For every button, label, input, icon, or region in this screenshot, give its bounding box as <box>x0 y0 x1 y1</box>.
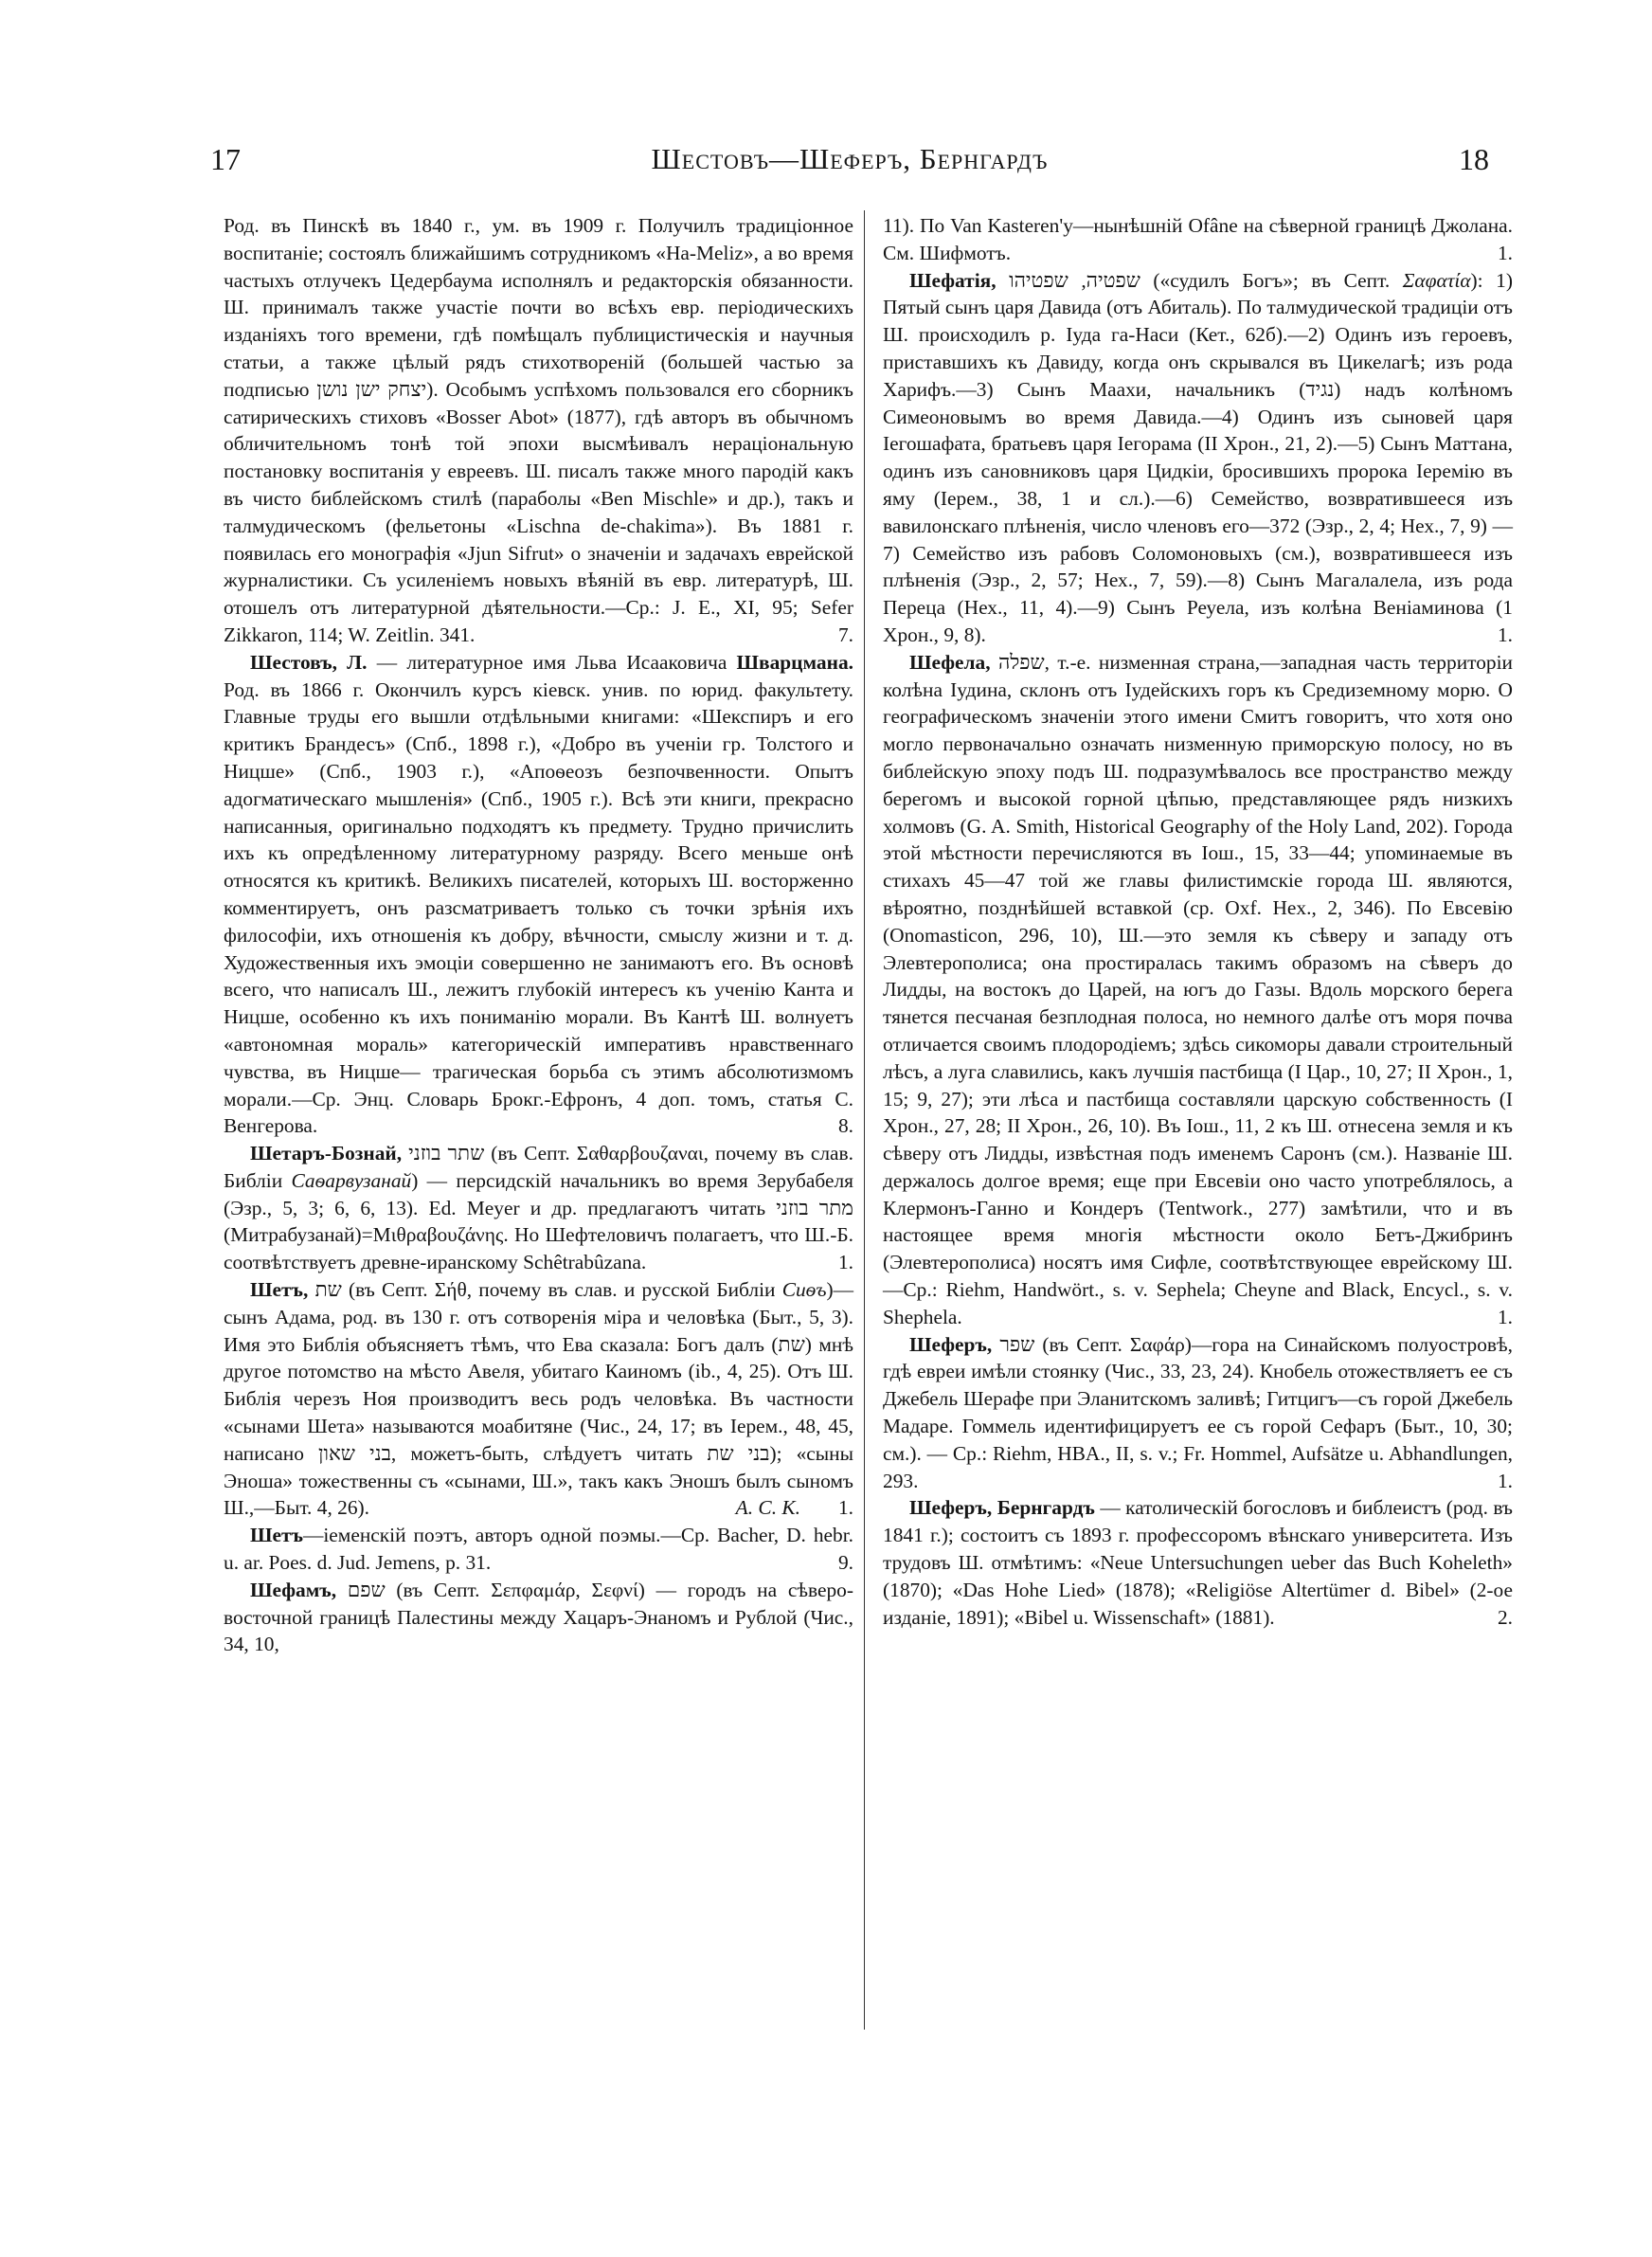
entry-signature: 1. <box>1497 1469 1513 1492</box>
entry-headword: Шестовъ, Л. <box>250 650 368 674</box>
entry-text: שפר (въ Септ. Σαφάρ)—гора на Синайскомъ полуостровѣ, гдѣ евреи имѣли стоянку (Чис., 33, 23, 24). Кнобель отожествляетъ ее съ Джебель Шерафе при Эланитскомъ заливѣ; Гитцигъ—съ горой Джебель Мадаре. Гоммель идентифицируетъ ее съ горой Сефаръ (Быт., 10, 30; см.). — Ср.: Riehm, HBA., II, s. v.; Fr. Hommel, Aufsätze u. Abhandlungen, 293. <box>883 1332 1513 1492</box>
entry-headword: Шетаръ-Бознай, <box>250 1142 403 1165</box>
entry-text: ): 1) Пятый сынъ царя Давида (отъ Абиталь). По талмудической традиціи отъ Ш. происходилъ р. Iуда га-Наси (Кет., 62б).—2) Одинъ изъ героевъ, приставшихъ къ Давиду, когда онъ скрывался въ Цикелагѣ; изъ рода Харифъ.—3) Сынъ Маахи, начальникъ (נגיד) надъ колѣномъ Симеоновымъ во время Давида.—4) Одинъ изъ сыновей царя Iегошафата, братьевъ царя Iегорама (II Хрон., 21, 2).—5) Сынъ Маттана, одинъ изъ сановниковъ царя Цидкіи, бросившихъ пророка Iеремію въ яму (Iерем., 38, 1 и сл.).—6) Семейство, возвратившееся изъ вавилонскаго плѣненія, число членовъ его—372 (Эзр., 2, 4; Нех., 7, 9) —7) Семейство изъ рабовъ Соломоновыхъ (см.), возвратившееся изъ плѣненія (Эзр., 2, 57; Нех., 7, 59).—8) Сынъ Магалалела, изъ рода Переца (Нех., 11, 4).—9) Сынъ Реуела, изъ колѣна Веніаминова (1 Хрон., 9, 8). <box>883 268 1513 646</box>
page-header <box>210 142 1489 188</box>
entry-headword: Шетъ, <box>250 1278 309 1302</box>
entry-text: ) — персидскій начальникъ во время Зерубабеля (Эзр., 5, 3; 6, 6, 13). Ed. Meyer и др. предлагаютъ читать מתר בוזני (Митрабузанай)=Μιθραβουζάνης. Но Шефтеловичъ полагаетъ, что Ш.-Б. соотвѣтствуетъ древне-иранскому Schêtrabûzana. <box>224 1168 853 1274</box>
entry-headword: Шеферъ, <box>909 1332 993 1356</box>
entry-shefela <box>883 649 1513 1331</box>
entry-shet-yemen <box>224 1522 853 1577</box>
left-column <box>224 212 853 1658</box>
running-title: Шестовъ—Шеферъ, Бернгардъ <box>651 142 1049 175</box>
entry-continuation <box>224 212 853 649</box>
entry-shet <box>224 1276 853 1522</box>
page-number-right: 18 <box>1459 142 1489 176</box>
entry-text: — католическій богословъ и библеистъ (род. въ 1841 г.); состоитъ съ 1893 г. профессоромъ вѣнскаго университета. Изъ трудовъ Ш. отмѣтимъ: «Neue Untersuchungen ueber das Buch Koheleth» (1870); «Das Hohe Lied» (1878); «Religiöse Altertümer d. Bibel» (2-ое изданіе, 1891); «Bibel u. Wissenschaft» (1881). <box>883 1496 1513 1629</box>
entry-text: שפם (въ Септ. Σεπφαμάρ, Σεφνί) — городъ на сѣверо-восточной границѣ Палестины между Хацаръ-Энаномъ и Рублой (Чис., 34, 10, <box>224 1578 853 1656</box>
right-column <box>883 212 1513 1631</box>
column-divider <box>864 210 865 2030</box>
entry-text: — литературное имя Льва Исааковича <box>367 650 737 674</box>
entry-shefer-mount <box>883 1331 1513 1495</box>
entry-text: 11). По Van Kasteren'у—нынѣшній Ofâne на сѣверной границѣ Джолана. См. Шифмотъ. <box>883 214 1513 264</box>
entry-shefer-bernhard <box>883 1494 1513 1631</box>
entry-headword: Шефела, <box>909 650 991 674</box>
entry-continuation <box>883 212 1513 267</box>
entry-headword: Шеферъ, Бернгардъ <box>909 1496 1095 1520</box>
entry-text: שת (въ Септ. Σήθ, почему въ слав. и русской Библіи <box>308 1278 782 1302</box>
entry-author: А. С. К. <box>735 1496 800 1520</box>
entry-headword: Шетъ <box>250 1524 303 1547</box>
entry-signature: 1. <box>1497 623 1513 646</box>
entry-shefatia <box>883 267 1513 649</box>
entry-headword: Шефамъ, <box>250 1578 337 1601</box>
entry-text: Род. въ 1866 г. Окончилъ курсъ кіевск. унив. по юрид. факультету. Главные труды его вышли отдѣльными книгами: «Шекспиръ и его критикъ Брандесъ» (Спб., 1898 г.), «Добро въ ученіи гр. Толстого и Ницше» (Спб., 1903 г.), «Апоѳеозъ безпочвенности. Опытъ адогматическаго мышленія» (Спб., 1905 г.). Всѣ эти книги, прекрасно написанныя, оригинально подходятъ къ предмету. Трудно причислить ихъ къ опредѣленному литературному разряду. Всего меньше онѣ относятся къ критикѣ. Великихъ писателей, которыхъ Ш. восторженно комментируетъ, онъ разсматриваетъ только съ точки зрѣнія ихъ философіи, ихъ отношенія къ добру, вѣчности, смыслу жизни и т. д. Художественныя ихъ эмоціи совершенно не занимаютъ его. Въ основѣ всего, что написалъ Ш., лежитъ глубокій интересъ къ ученію Канта и Ницше, особенно къ ихъ пониманію морали. Въ Кантѣ Ш. волнуетъ «автономная мораль» категорическій императивъ нравственнаго чувства, въ Ницше— трагическая борьба съ этимъ абсолютизмомъ морали.—Ср. Энц. Словарь Брокг.-Ефронъ, 4 доп. томъ, статья С. Венгерова. <box>224 677 853 1138</box>
entry-signature: 1. <box>1497 241 1513 264</box>
entry-shestov <box>224 649 853 1140</box>
entry-italic: Сиѳъ <box>781 1278 827 1302</box>
entry-shetar-boznai <box>224 1140 853 1276</box>
entry-text: Род. въ Пинскѣ въ 1840 г., ум. въ 1909 г. Получилъ традиціонное воспитаніе; состоялъ ближайшимъ сотрудникомъ «Ha-Meliz», а во время частыхъ отлучекъ Цедербаума исполнялъ и редакторскія обязанности. Ш. принималъ также участіе почти во всѣхъ евр. періодическихъ изданіяхъ того времени, гдѣ помѣщалъ публицистическія и научныя статьи, а также цѣлый рядъ стихотвореній (большей частью за подписью יצחק ישן נושן). Особымъ успѣхомъ пользовался его сборникъ сатирическихъ стиховъ «Bosser Abot» (1877), гдѣ авторъ въ обычномъ обличительномъ тонѣ той эпохи высмѣивалъ нераціональную постановку воспитанія у евреевъ. Ш. писалъ также много пародій какъ въ чисто библейскомъ стилѣ (параболы «Ben Mischle» и др.), такъ и талмудическомъ (фельетоны «Lischna de-chakima»). Въ 1881 г. появилась его монографія «Jjun Sifrut» о значеніи и задачахъ еврейской журналистики. Съ усиленіемъ новыхъ вѣяній въ евр. литературѣ, Ш. отошелъ отъ литературной дѣятельности.—Ср.: J. E., XI, 95; Sefer Zikkaron, 114; W. Zeitlin. 341. <box>224 214 853 646</box>
page-number-left: 17 <box>210 142 241 176</box>
entry-signature: 8. <box>837 1114 853 1138</box>
entry-signature: 1. <box>837 1251 853 1274</box>
entry-text: שפלה, т.-е. низменная страна,—западная часть территоріи колѣна Iудина, склонъ отъ Iудейскихъ горъ къ Средиземному морю. О географическомъ значеніи этого имени Смитъ говоритъ, что хотя оно могло первоначально означать низменную приморскую полосу, но въ библейскую эпоху подъ Ш. подразумѣвалось все пространство между берегомъ и высокой горной цѣпью, представляющее рядъ низкихъ холмовъ (G. A. Smith, Historical Geography of the Holy Land, 202). Города этой мѣстности перечисляются въ Iош., 15, 33—44; упоминаемые въ стихахъ 45—47 той же главы филистимскіе города Ш. являются, вѣроятно, позднѣйшей вставкой (ср. Oxf. Hex., 2, 346). По Евсевію (Onomasticon, 296, 10), Ш.—это земля къ сѣверу и западу отъ Элевтерополиса; она простиралась такимъ образомъ на сѣверъ до Лидды, на востокъ до Царей, на югъ до Газы. Вдоль морского берега тянется песчаная безплодная полоса, но немного далѣе отъ моря почва отличается своимъ плодородіемъ; здѣсь сикоморы давали строительный лѣсъ, а луга славились, какъ лучшія пастбища (I Цар., 10, 27; II Хрон., 1, 15; 9, 27); эти лѣса и пастбища составляли царскую собственность (I Хрон., 27, 28; II Хрон., 26, 10). Въ Iош., 11, 2 къ Ш. отнесена земля и къ сѣверу отъ Лидды, извѣстная подъ именемъ Саронъ (см.). Названіе Ш. держалось долгое время; еще при Евсевіи оно часто употреблялось, а Клермонъ-Ганно и Кондеръ (Tentwork., 277) замѣтили, что и въ настоящее время многія мѣстности около Бетъ-Джибринъ (Элевтерополиса) носятъ имя Сифле, соотвѣтствующее еврейскому Ш.—Ср.: Riehm, Handwört., s. v. Sephela; Cheyne and Black, Encycl., s. v. Shephela. <box>883 650 1513 1328</box>
entry-text: )—сынъ Адама, род. въ 130 г. отъ сотворенія міра и человѣка (Быт., 5, 3). Имя это Библія объясняетъ тѣмъ, что Ева сказала: Богъ далъ (שת) мнѣ другое потомство на мѣсто Авеля, убитаго Каиномъ (ib., 4, 25). Отъ Ш. Библія черезъ Ноя производитъ весь родъ человѣка. Въ частности «сынами Шета» называются моабитяне (Чис., 24, 17; въ Iерем., 48, 45, написано בני שאון, можетъ-быть, слѣдуетъ читать בני שת); «сыны Эноша» тожественны съ «сынами, Ш.», такъ какъ Эношъ былъ сыномъ Ш.,—Быт. 4, 26). <box>224 1278 853 1520</box>
entry-signature: 7. <box>837 623 853 646</box>
entry-signature: 2. <box>1497 1605 1513 1629</box>
entry-signature: 1. <box>1497 1305 1513 1328</box>
entry-signature: 1. <box>837 1496 853 1520</box>
entry-text: שתר בוזני (въ Септ. Σαθαρβουζαναι, почему въ слав. Библіи <box>224 1142 853 1192</box>
entry-italic: Σαφατία <box>1402 268 1471 292</box>
entry-shefam <box>224 1577 853 1658</box>
entry-headword: Шефатія, <box>909 268 997 292</box>
entry-text: —іеменскій поэтъ, авторъ одной поэмы.—Ср. Bacher, D. hebr. u. ar. Poes. d. Jud. Jemens, p. 31. <box>224 1524 853 1575</box>
entry-name: Шварцмана. <box>736 650 853 674</box>
entry-signature: 9. <box>837 1551 853 1575</box>
entry-italic: Саѳарвузанай <box>291 1168 412 1192</box>
entry-text: שפטיה, שפטיהו («судилъ Богъ»; въ Септ. <box>996 268 1403 292</box>
